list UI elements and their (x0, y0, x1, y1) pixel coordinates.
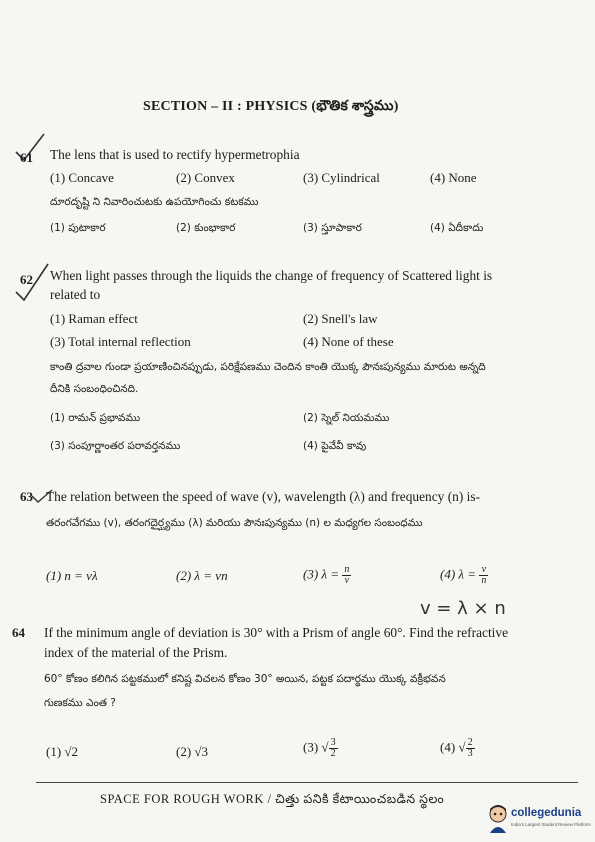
q64-option-4: (4) √ $\frac{2}{3}$ (440, 737, 473, 759)
q62-option-4-telugu: (4) పైవేవీ కావు (303, 440, 367, 452)
q61-option-3: (3) Cylindrical (303, 170, 380, 185)
q61-option-2-telugu: (2) కుంభాకార (176, 222, 236, 234)
q64-option-2: (2) √3 (176, 744, 209, 759)
question-62-text-telugu-line2: దీనికి సంబంధించినది. (50, 383, 139, 395)
q61-option-3-telugu: (3) స్తూపాకార (303, 222, 362, 234)
question-64-text-telugu-line1: 60° కోణం కలిగిన పట్టకములో కనిష్ట విచలన కోణం 30° అయిన, పట్టక పదార్థము యొక్క వక్రీభవన (44, 673, 446, 685)
question-number-61: 61 (20, 150, 33, 165)
question-number-63: 63 (20, 489, 33, 504)
q62-option-2-telugu: (2) స్నెల్ నియమము (303, 412, 390, 424)
q64-option-3: (3) √ $\frac{3}{2}$ (303, 737, 336, 759)
q63-option-3: (3) λ = $\frac{n}{v}$ (303, 564, 350, 586)
q62-option-3-telugu: (3) సంపూర్ణాంతర పరావర్తనము (50, 440, 181, 452)
q62-option-2: (2) Snell's law (303, 311, 378, 326)
q63-option-1: (1) n = vλ (46, 568, 98, 583)
question-62-text-line2: related to (50, 287, 101, 302)
q64-option-1: (1) √2 (46, 744, 79, 759)
question-63-text-telugu: తరంగవేగము (v), తరంగదైర్ఘ్యము (λ) మరియు పౌనఃపున్యము (n) ల మధ్యగల సంబంధము (46, 517, 423, 529)
question-63-text: The relation between the speed of wave (v), wavelength (λ) and frequency (n) is- (46, 489, 481, 504)
q61-option-2: (2) Convex (176, 170, 235, 185)
brand-name: collegedunia (511, 807, 582, 819)
section-title: SECTION – II : PHYSICS (భౌతిక శాస్త్రము) (143, 99, 399, 114)
brand-tagline: India's Largest Student Review Platform (511, 822, 591, 827)
collegedunia-logo (487, 800, 591, 836)
q63-option-4: (4) λ = $\frac{v}{n}$ (440, 564, 487, 586)
student-avatar-icon (487, 803, 509, 833)
q62-option-1-telugu: (1) రామన్ ప్రభావము (50, 412, 141, 424)
question-61-text: The lens that is used to rectify hypermetrophia (50, 147, 300, 162)
question-61-text-telugu: దూరదృష్టి ని నివారించుటకు ఉపయోగించు కటకము (50, 196, 259, 208)
q62-option-1: (1) Raman effect (50, 311, 138, 326)
q61-option-1-telugu: (1) పుటాకార (50, 222, 106, 234)
question-number-62: 62 (20, 272, 33, 287)
q61-option-4: (4) None (430, 170, 477, 185)
footer-divider (36, 782, 578, 783)
handwritten-answer-63: v = λ × n (420, 598, 506, 619)
question-64-text-line1: If the minimum angle of deviation is 30° with a Prism of angle 60°. Find the refractive (44, 625, 509, 640)
question-64-text-telugu-line2: గుణకము ఎంత ? (44, 697, 116, 709)
question-64-text-line2: index of the material of the Prism. (44, 645, 228, 660)
q62-option-3: (3) Total internal reflection (50, 334, 191, 349)
q61-option-1: (1) Concave (50, 170, 114, 185)
q62-option-4: (4) None of these (303, 334, 394, 349)
question-number-64: 64 (12, 625, 25, 640)
rough-work-label: SPACE FOR ROUGH WORK / చిత్తు పనికి కేటాయించబడిన స్థలం (100, 792, 445, 806)
q63-option-2: (2) λ = vn (176, 568, 228, 583)
question-62-text-telugu-line1: కాంతి ద్రవాల గుండా ప్రయాణించినప్పుడు, పరిక్షేపణము చెందిన కాంతి యొక్క పౌనఃపున్యము మారుట అన్నది (50, 361, 486, 373)
question-62-text-line1: When light passes through the liquids the change of frequency of Scattered light is (50, 268, 493, 283)
q61-option-4-telugu: (4) ఏదీకాదు (430, 222, 484, 234)
